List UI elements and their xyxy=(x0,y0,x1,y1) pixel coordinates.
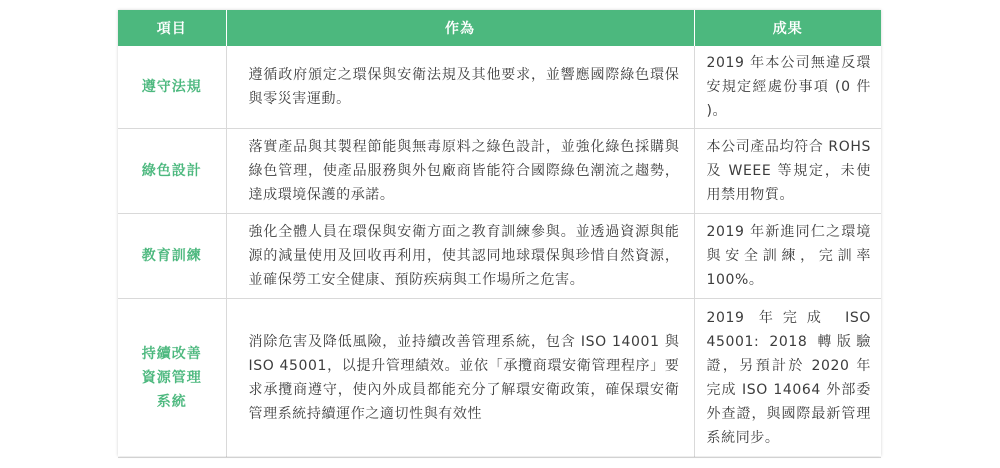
header-action: 作為 xyxy=(226,10,694,46)
table-header-row xyxy=(118,10,881,46)
row-result-cell: 本公司產品均符合 ROHS 及 WEEE 等規定，未使用禁用物質。 xyxy=(694,129,881,214)
row-action-cell: 落實產品與其製程節能與無毒原料之綠色設計，並強化綠色採購與綠色管理，使產品服務與外包廠商皆能符合國際綠色潮流之趨勢，達成環境保護的承諾。 xyxy=(226,129,694,214)
row-item-label-line-3: 系統 xyxy=(156,394,187,410)
row-item-label-line-2: 資源管理 xyxy=(141,370,202,386)
table-row xyxy=(118,299,881,458)
row-item-cell xyxy=(118,214,226,299)
row-result-cell: 2019 年新進同仁之環境與安全訓練，完訓率 100%。 xyxy=(694,214,881,299)
row-action-cell: 遵循政府頒定之環保與安衛法規及其他要求，並響應國際綠色環保與零災害運動。 xyxy=(226,46,694,129)
row-item-label-line-1: 持續改善 xyxy=(141,346,202,362)
row-action-cell: 強化全體人員在環保與安衛方面之教育訓練參與。並透過資源與能源的減量使用及回收再利用，使其認同地球環保與珍惜自然資源，並確保勞工安全健康、預防疾病與工作場所之危害。 xyxy=(226,214,694,299)
row-item-label: 遵守法規 xyxy=(141,79,202,95)
row-action-cell: 消除危害及降低風險，並持續改善管理系統，包含 ISO 14001 與 ISO 45001，以提升管理績效。並依「承攬商環安衛管理程序」要求承攬商遵守，使內外成員都能充分了解環安衛政策，確保環安衛管理系統持續運作之適切性與有效性 xyxy=(226,299,694,458)
row-item-cell xyxy=(118,46,226,129)
table-row xyxy=(118,46,881,129)
row-item-label: 綠色設計 xyxy=(141,163,202,179)
row-result-cell: 2019 年本公司無違反環安規定經處份事項 (0 件 )。 xyxy=(694,46,881,129)
row-item-cell xyxy=(118,129,226,214)
environment-policy-table-container xyxy=(118,10,881,456)
table-row xyxy=(118,214,881,299)
header-item: 項目 xyxy=(118,10,226,46)
row-item-label: 教育訓練 xyxy=(141,248,202,264)
header-result: 成果 xyxy=(694,10,881,46)
table-row xyxy=(118,129,881,214)
environment-policy-table xyxy=(118,10,881,458)
row-result-cell: 2019 年完成 ISO 45001: 2018 轉版驗證，另預計於 2020 年完成 ISO 14064 外部委外查證，與國際最新管理系統同步。 xyxy=(694,299,881,458)
row-item-cell xyxy=(118,299,226,458)
